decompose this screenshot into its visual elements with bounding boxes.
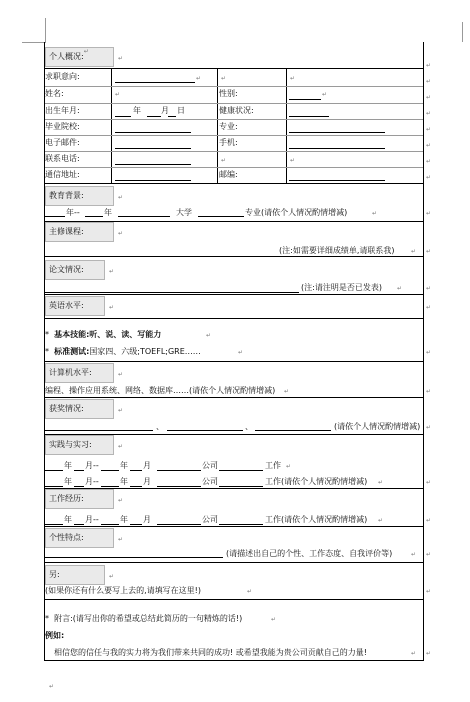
input-award-2[interactable]: [167, 430, 243, 431]
input-job[interactable]: [115, 82, 195, 83]
section-traits: 个性特点:: [45, 528, 114, 548]
rule: [44, 256, 423, 257]
rule: [44, 361, 423, 362]
section-english: 英语水平:: [45, 296, 105, 316]
section-thesis: 论文情况:: [45, 260, 105, 280]
label-address: 通信地址:: [45, 170, 80, 179]
input-birth-month[interactable]: [147, 116, 161, 117]
input-intern2-job[interactable]: [219, 486, 263, 487]
rule: [44, 68, 423, 69]
rule: [44, 599, 423, 600]
rule: [44, 318, 423, 319]
corner-mark-left-h: [22, 42, 46, 43]
rule: [44, 294, 423, 295]
input-intern1-y2[interactable]: [101, 470, 119, 471]
skill-basic: * 基本技能:听、说、读、写能力: [45, 330, 162, 339]
input-postcode[interactable]: [289, 180, 385, 181]
label-birth: 出生年月:: [45, 106, 80, 115]
skill-test: * 标准测试:国家四、六级;TOEFL;GRE……: [45, 347, 201, 356]
section-other: 另:: [45, 565, 105, 585]
input-award-1[interactable]: [45, 430, 153, 431]
corner-mark-right: [462, 22, 463, 42]
label-health: 健康状况:: [219, 106, 254, 115]
input-edu-start[interactable]: [45, 216, 65, 217]
input-intern2-y1[interactable]: [45, 486, 63, 487]
input-intern1-m1[interactable]: [74, 470, 84, 471]
postscript: * 附言:(请写出你的希望或总结此简历的一句精炼的话!): [45, 614, 243, 623]
input-edu-major[interactable]: [198, 216, 244, 217]
input-work-job[interactable]: [219, 524, 263, 525]
section-work: 工作经历:: [45, 489, 114, 509]
label-postcode: 邮编:: [219, 170, 238, 179]
section-internship: 实践与实习:: [45, 435, 114, 455]
input-work-company[interactable]: [157, 524, 201, 525]
corner-mark-left: [45, 18, 46, 42]
label-tel: 联系电话:: [45, 154, 80, 163]
input-intern1-y1[interactable]: [45, 470, 63, 471]
input-phone[interactable]: [289, 148, 385, 149]
input-school[interactable]: [115, 132, 191, 133]
section-personal: 个人概况: ↵: [45, 47, 114, 67]
input-edu-end[interactable]: [85, 216, 103, 217]
input-work-m2[interactable]: [130, 524, 142, 525]
rule: [44, 397, 423, 398]
input-intern2-y2[interactable]: [101, 486, 119, 487]
rule: [44, 183, 423, 184]
input-intern1-company[interactable]: [157, 470, 201, 471]
section-awards: 获奖情况:: [45, 399, 114, 419]
input-major[interactable]: [289, 132, 385, 133]
label-email: 电子邮件:: [45, 138, 80, 147]
input-intern1-m2[interactable]: [130, 470, 142, 471]
label-major: 专业:: [219, 122, 238, 131]
input-birth-year[interactable]: [115, 116, 131, 117]
section-courses: 主修课程:: [45, 222, 114, 242]
input-health[interactable]: [289, 116, 329, 117]
section-education: 教育背景:: [45, 186, 114, 206]
label-gender: 性别:: [219, 89, 238, 98]
input-gender[interactable]: [289, 99, 321, 100]
rule: [44, 526, 423, 527]
input-tel[interactable]: [115, 164, 191, 165]
rule: [44, 562, 423, 563]
rule: [44, 660, 423, 661]
input-email[interactable]: [115, 148, 191, 149]
input-intern2-m1[interactable]: [74, 486, 84, 487]
input-traits[interactable]: [45, 557, 223, 558]
input-thesis[interactable]: [45, 292, 299, 293]
section-computer: 计算机水平:: [45, 363, 114, 383]
label-school: 毕业院校:: [45, 122, 80, 131]
label-name: 姓名:: [45, 89, 64, 98]
label-job: 求职意向:: [45, 72, 80, 81]
table-border-left: [44, 42, 45, 661]
input-birth-day[interactable]: [168, 116, 176, 117]
input-work-m1[interactable]: [74, 524, 84, 525]
input-intern2-company[interactable]: [157, 486, 201, 487]
table-border-right: [423, 42, 424, 661]
input-address[interactable]: [115, 180, 191, 181]
input-work-y2[interactable]: [101, 524, 119, 525]
input-award-3[interactable]: [255, 430, 331, 431]
input-intern1-job[interactable]: [219, 470, 263, 471]
input-intern2-m2[interactable]: [130, 486, 142, 487]
input-work-y1[interactable]: [45, 524, 63, 525]
label-phone: 手机:: [219, 138, 238, 147]
input-university[interactable]: [118, 216, 170, 217]
